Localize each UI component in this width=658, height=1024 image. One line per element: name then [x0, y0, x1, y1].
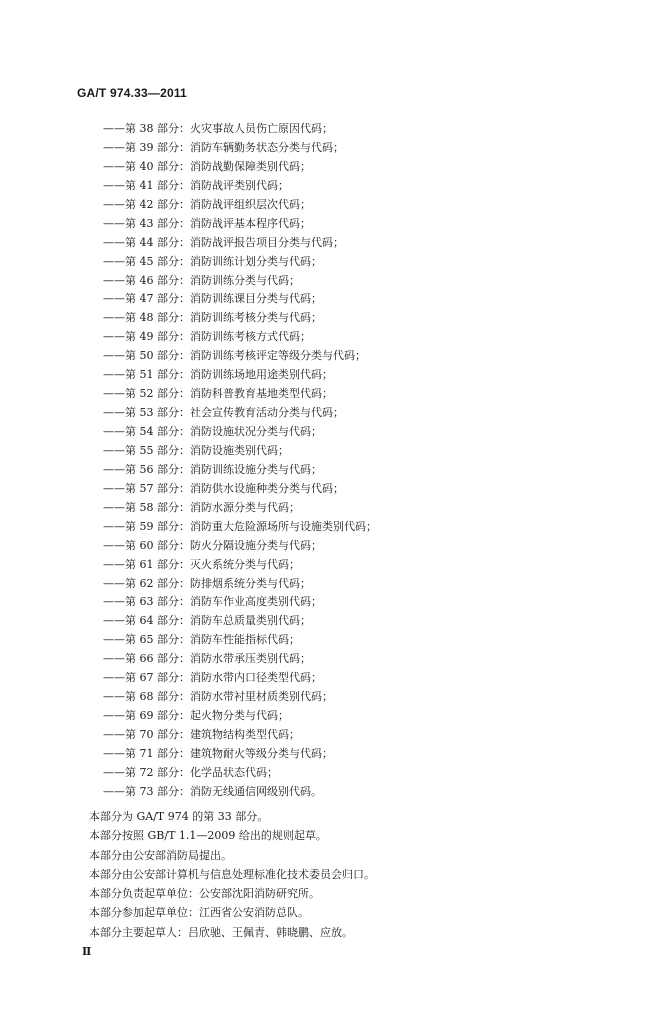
- list-item: ——第 50 部分：消防训练考核评定等级分类与代码；: [103, 349, 366, 363]
- list-item: ——第 62 部分：防排烟系统分类与代码；: [103, 576, 311, 590]
- list-item: ——第 58 部分：消防水源分类与代码；: [103, 500, 300, 514]
- list-item: ——第 72 部分：化学品状态代码；: [103, 765, 278, 779]
- list-item: ——第 43 部分：消防战评基本程序代码；: [103, 216, 311, 230]
- list-item: ——第 44 部分：消防战评报告项目分类与代码；: [103, 235, 344, 249]
- list-item: ——第 68 部分：消防水带衬里材质类别代码；: [103, 690, 333, 704]
- list-item: ——第 57 部分：消防供水设施种类分类与代码；: [103, 481, 344, 495]
- paragraph: 本部分由公安部消防局提出。: [89, 848, 232, 862]
- list-item: ——第 55 部分：消防设施类别代码；: [103, 443, 289, 457]
- page-number: Ⅱ: [82, 945, 92, 958]
- paragraph: 本部分主要起草人：吕欣驰、王佩青、韩晓鹏、应放。: [89, 925, 353, 939]
- list-item: ——第 59 部分：消防重大危险源场所与设施类别代码；: [103, 519, 377, 533]
- list-item: ——第 39 部分：消防车辆勤务状态分类与代码；: [103, 140, 344, 154]
- list-item: ——第 66 部分：消防水带承压类别代码；: [103, 652, 311, 666]
- list-item: ——第 54 部分：消防设施状况分类与代码；: [103, 425, 322, 438]
- list-item: ——第 56 部分：消防训练设施分类与代码；: [103, 462, 322, 476]
- list-item: ——第 40 部分：消防战勤保障类别代码；: [103, 159, 311, 173]
- list-item: ——第 41 部分：消防战评类别代码；: [103, 178, 289, 192]
- list-item: ——第 73 部分：消防无线通信网级别代码。: [103, 784, 322, 798]
- list-item: ——第 51 部分：消防训练场地用途类别代码；: [103, 368, 333, 382]
- list-item: ——第 38 部分：火灾事故人员伤亡原因代码；: [103, 122, 333, 135]
- list-item: ——第 67 部分：消防水带内口径类型代码；: [103, 671, 322, 685]
- list-item: ——第 64 部分：消防车总质量类别代码；: [103, 614, 311, 628]
- paragraph: 本部分为 GA/T 974 的第 33 部分。: [89, 810, 269, 823]
- list-item: ——第 48 部分：消防训练考核分类与代码；: [103, 311, 322, 325]
- paragraph: 本部分按照 GB/T 1.1—2009 给出的规则起草。: [89, 829, 327, 843]
- list-item: ——第 42 部分：消防战评组织层次代码；: [103, 197, 311, 211]
- standard-code-header: GA/T 974.33—2011: [77, 86, 187, 100]
- list-item: ——第 65 部分：消防车性能指标代码；: [103, 633, 300, 647]
- parts-list: [103, 120, 377, 802]
- foreword-paragraphs: [89, 807, 375, 942]
- list-item: ——第 71 部分：建筑物耐火等级分类与代码；: [103, 746, 333, 760]
- list-item: ——第 61 部分：灭火系统分类与代码；: [103, 557, 300, 571]
- list-item: ——第 45 部分：消防训练计划分类与代码；: [103, 254, 322, 268]
- list-item: ——第 70 部分：建筑物结构类型代码；: [103, 728, 300, 741]
- list-item: ——第 49 部分：消防训练考核方式代码；: [103, 330, 311, 344]
- list-item: ——第 53 部分：社会宣传教育活动分类与代码；: [103, 406, 344, 420]
- list-item: ——第 46 部分：消防训练分类与代码；: [103, 273, 300, 287]
- list-item: ——第 63 部分：消防车作业高度类别代码；: [103, 595, 322, 609]
- list-item: ——第 47 部分：消防训练课目分类与代码；: [103, 292, 322, 306]
- paragraph: 本部分参加起草单位：江西省公安消防总队。: [89, 906, 309, 920]
- list-item: ——第 52 部分：消防科普教育基地类型代码；: [103, 387, 333, 401]
- list-item: ——第 60 部分：防火分隔设施分类与代码；: [103, 538, 322, 552]
- paragraph: 本部分由公安部计算机与信息处理标准化技术委员会归口。: [89, 867, 375, 881]
- paragraph: 本部分负责起草单位：公安部沈阳消防研究所。: [89, 887, 320, 901]
- list-item: ——第 69 部分：起火物分类与代码；: [103, 709, 289, 723]
